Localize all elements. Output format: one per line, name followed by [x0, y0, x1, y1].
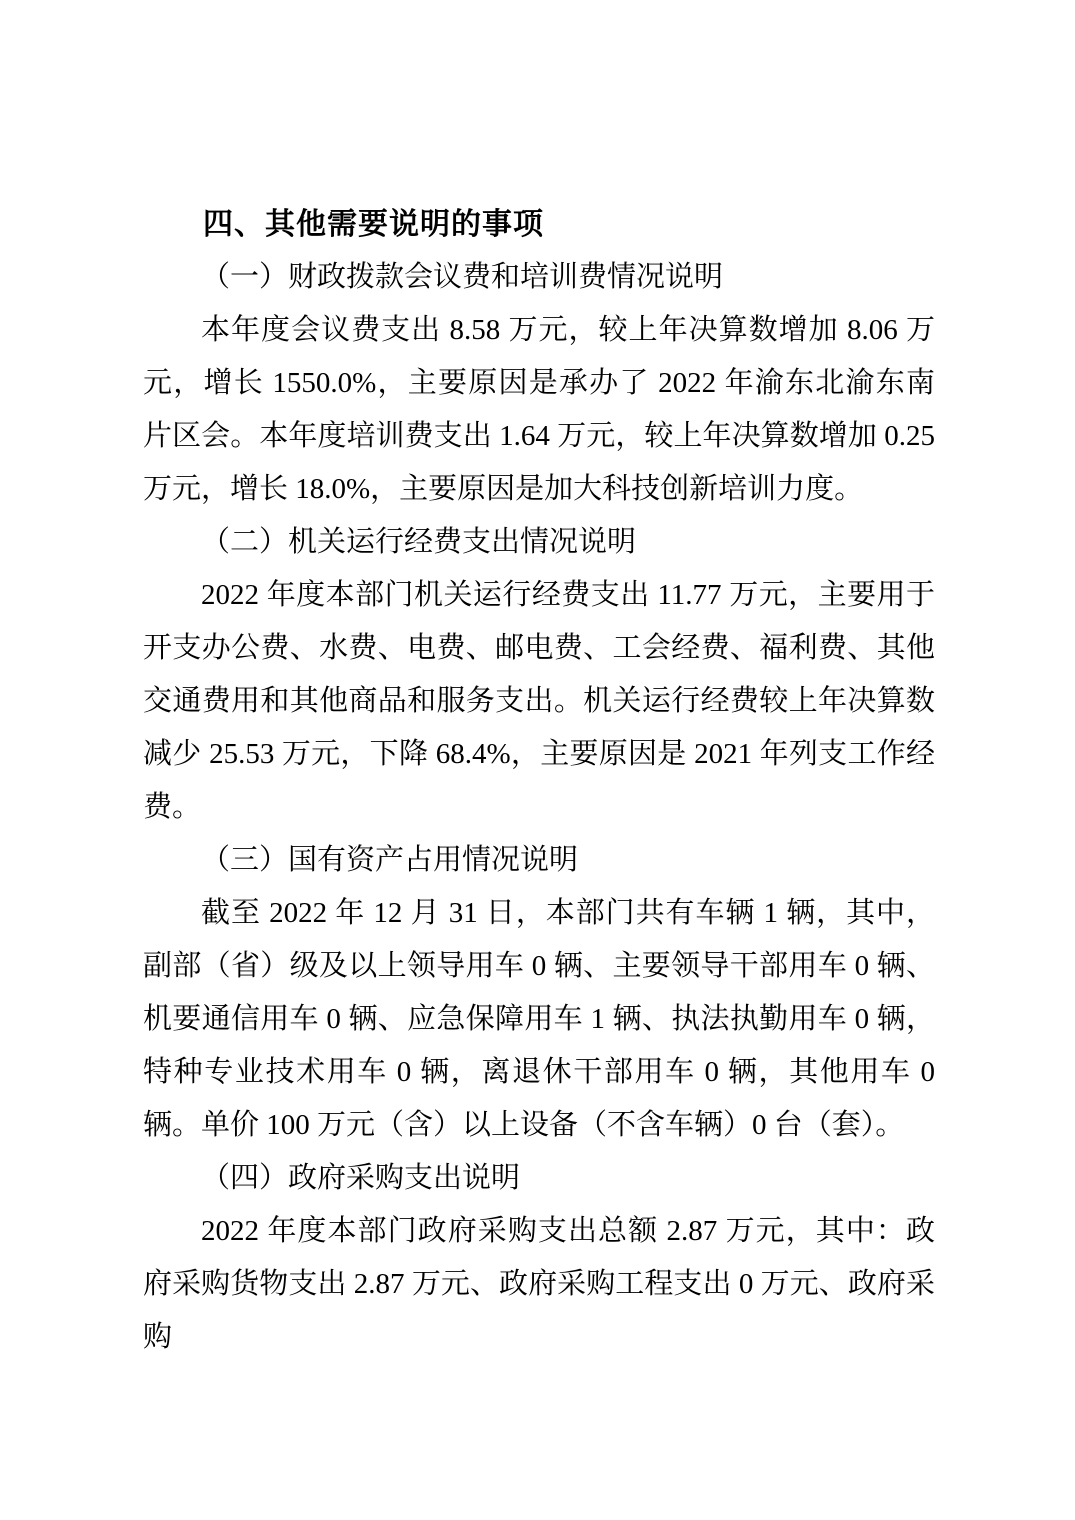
paragraph: 截至 2022 年 12 月 31 日，本部门共有车辆 1 辆，其中，副部（省）级及以上领导用车 0 辆、主要领导干部用车 0 辆、机要通信用车 0 辆、应急保障用车 1 辆、执法执勤用车 0 辆，特种专业技术用车 0 辆，离退休干部用车 0 辆，其他用车 0 辆。单价 100 万元（含）以上设备（不含车辆）0 台（套）。: [143, 897, 935, 1141]
section-title: （二）机关运行经费支出情况说明: [201, 526, 637, 558]
section-title: （三）国有资产占用情况说明: [201, 844, 579, 876]
paragraph: 本年度会议费支出 8.58 万元，较上年决算数增加 8.06 万元，增长 1550.0%，主要原因是承办了 2022 年渝东北渝东南片区会。本年度培训费支出 1.64 万元，较上年决算数增加 0.25 万元，增长 18.0%，主要原因是加大科技创新培训力度。: [143, 314, 935, 505]
document-heading: 四、其他需要说明的事项: [203, 208, 544, 241]
paragraph: 2022 年度本部门政府采购支出总额 2.87 万元，其中：政府采购货物支出 2.87 万元、政府采购工程支出 0 万元、政府采购: [143, 1215, 935, 1353]
section-meeting-training-fees: [143, 251, 935, 516]
document-content: [143, 198, 935, 1364]
section-title: （四）政府采购支出说明: [201, 1162, 521, 1194]
section-government-procurement: [143, 1152, 935, 1364]
section-state-owned-assets: [143, 834, 935, 1152]
paragraph: 2022 年度本部门机关运行经费支出 11.77 万元，主要用于开支办公费、水费、电费、邮电费、工会经费、福利费、其他交通费用和其他商品和服务支出。机关运行经费较上年决算数减少 25.53 万元，下降 68.4%，主要原因是 2021 年列支工作经费。: [143, 579, 935, 823]
section-title: （一）财政拨款会议费和培训费情况说明: [201, 261, 724, 293]
section-agency-operating-expenses: [143, 516, 935, 834]
